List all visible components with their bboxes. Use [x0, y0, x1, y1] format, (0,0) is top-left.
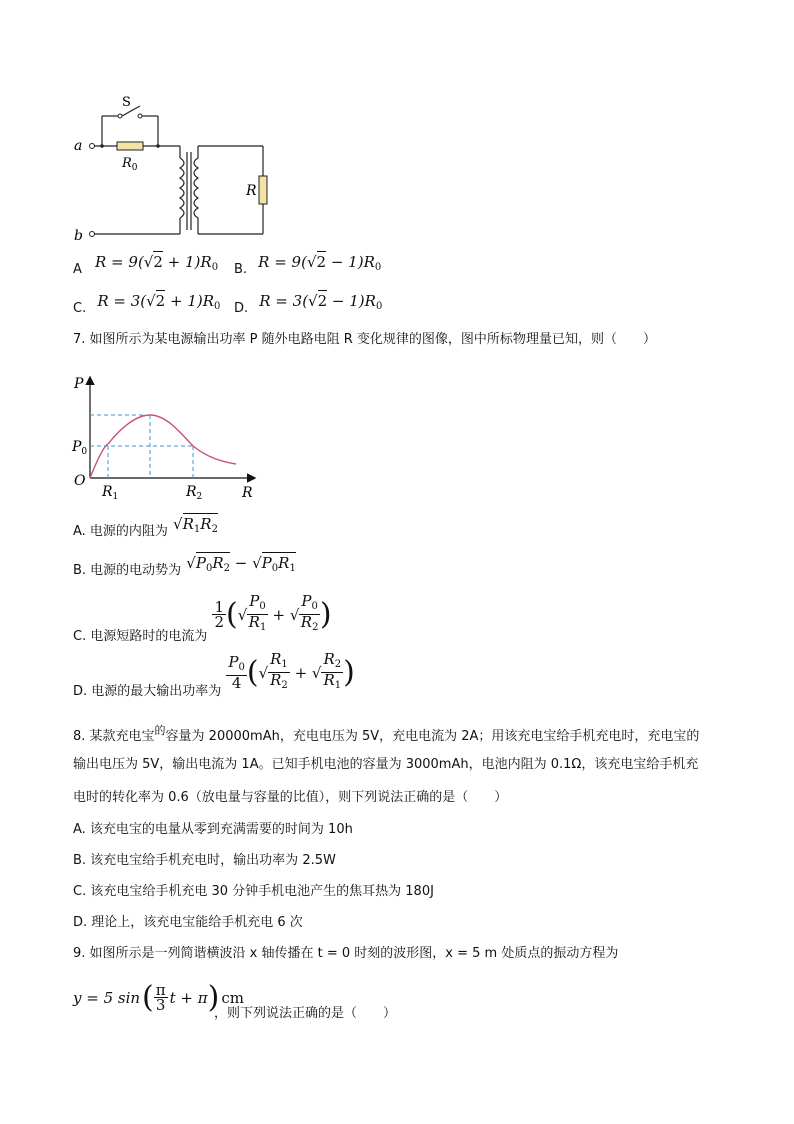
- r1-label: R: [102, 484, 113, 500]
- r1-sub: 1: [112, 492, 119, 502]
- resistor-r0: [117, 142, 143, 150]
- x-axis-label: R: [242, 485, 253, 501]
- q8-line-3: 电时的转化率为 0.6（放电量与容量的比值），则下列说法正确的是（ ）: [73, 790, 508, 805]
- q6-option-b[interactable]: $_{B.}$ $R = 9(√2 - 1)R_0$: [234, 253, 382, 277]
- q6-option-d[interactable]: $_{D.}$ $R = 3(√2 - 1)R_0$: [234, 292, 383, 316]
- svg-text:R0: [121, 156, 138, 173]
- q8-line-2: 输出电压为 5V，输出电流为 1A。已知手机电池的容量为 3000mAh，电池内阻为 0.1Ω，该充电宝给手机充: [73, 757, 699, 772]
- r0-sub: 0: [131, 163, 138, 173]
- r2-label: R: [186, 484, 197, 500]
- q8-option-c[interactable]: C. 该充电宝给手机充电 30 分钟手机电池产生的焦耳热为 180J: [73, 884, 434, 899]
- y-axis-label: P: [74, 376, 84, 392]
- p0-label: P: [72, 439, 82, 455]
- q8-option-b[interactable]: B. 该充电宝给手机充电时，输出功率为 2.5W: [73, 853, 336, 868]
- q7-option-b[interactable]: $_{B. 电源的电动势为}$ $√P_0R_2 - √P_0R_1$: [73, 554, 296, 578]
- terminal-b-label: b: [74, 228, 83, 242]
- q6-option-c[interactable]: $_{C.}$ $R = 3(√2 + 1)R_0$: [73, 292, 221, 316]
- terminal-a-label: a: [74, 138, 83, 154]
- r0-label: R: [122, 156, 132, 171]
- q7-option-c[interactable]: $_{C. 电源短路时的电流为}$ $\frac{1}{2}$ ( √ $\frac{P_0}{R_1}$ + √ $\frac{P_0}{R_2}$ ): [73, 592, 332, 644]
- p0-sub: 0: [81, 447, 88, 457]
- q6-option-a[interactable]: $_A$ $R = 9(√2 + 1)R_0$: [73, 253, 219, 277]
- r2-sub: 2: [196, 492, 203, 502]
- r-label: R: [246, 183, 257, 199]
- resistor-r: [259, 176, 267, 204]
- q7-stem: 7. 如图所示为某电源输出功率 P 随外电路电阻 R 变化规律的图像，图中所标物理量已知，则（ ）: [73, 332, 656, 347]
- power-resistance-graph: [68, 370, 268, 505]
- transformer-circuit-diagram: [70, 92, 280, 242]
- q7-option-d[interactable]: $_{D. 电源的最大输出功率为}$ $\frac{P_0}{4}$ ( √ $\frac{R_1}{R_2}$ + √ $\frac{R_2}{R_1}$ ): [73, 650, 355, 699]
- svg-text:R1: [101, 484, 118, 502]
- svg-text:P0: [71, 439, 87, 457]
- terminal-a: [90, 144, 95, 149]
- q8-option-a[interactable]: A. 该充电宝的电量从零到充满需要的时间为 10h: [73, 822, 353, 837]
- q9-line-1: 9. 如图所示是一列简谐横波沿 x 轴传播在 t = 0 时刻的波形图，x = 5 m 处质点的振动方程为: [73, 946, 619, 961]
- svg-text:R2: [185, 484, 202, 502]
- terminal-b: [90, 232, 95, 237]
- q8-line-1: 8. 某款充电宝$^的$容量为 20000mAh，充电电压为 5V，充电电流为 2A；用该充电宝给手机充电时，充电宝的: [73, 724, 700, 744]
- q8-option-d[interactable]: D. 理论上，该充电宝能给手机充电 6 次: [73, 915, 303, 930]
- q9-equation: y = 5 sin ( $\frac{\pi}{3}$ t + π ) cm: [73, 980, 244, 1015]
- q7-option-a[interactable]: $_{A. 电源的内阻为}$ $√R_1R_2$: [73, 515, 218, 539]
- switch-label: S: [122, 95, 131, 110]
- q9-tail: ，则下列说法正确的是（ ）: [214, 1006, 397, 1021]
- origin-label: O: [74, 473, 86, 489]
